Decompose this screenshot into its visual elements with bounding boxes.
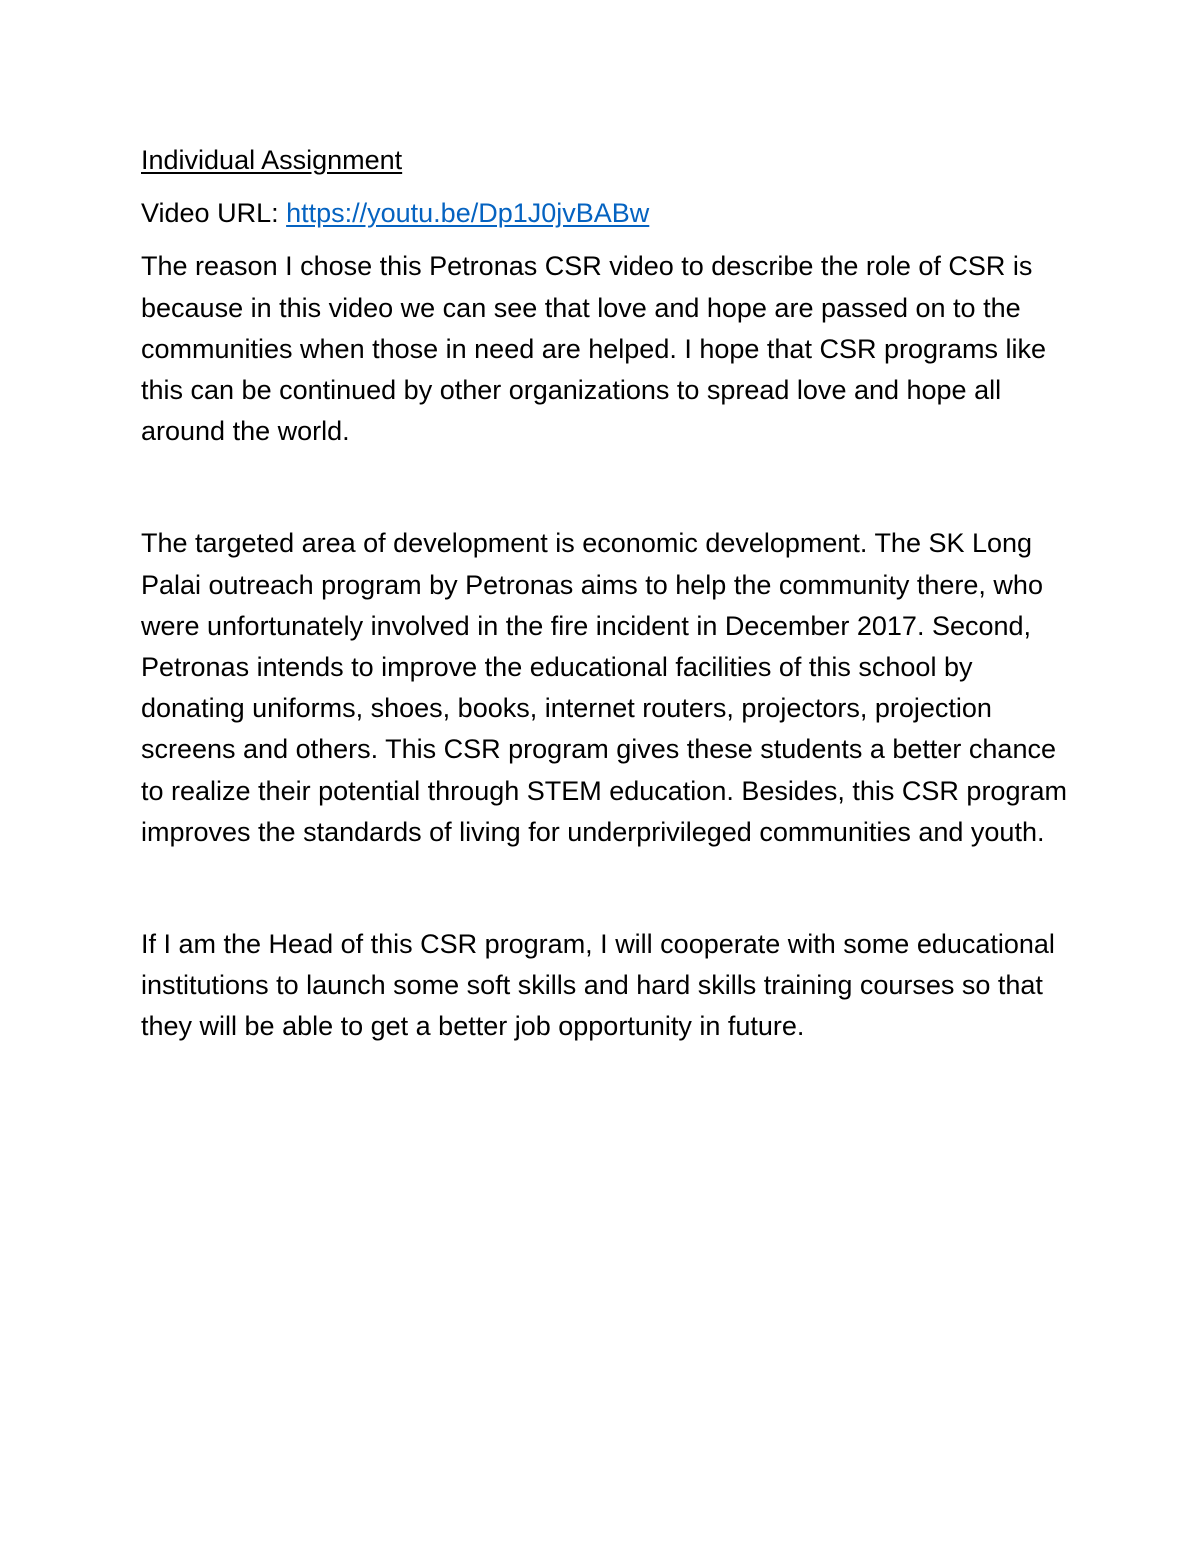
- paragraph-reason: The reason I chose this Petronas CSR video to describe the role of CSR is because in this video we can see that love and hope are passed on to the communities when those in need are helped. I hope that CSR programs like this can be continued by other organizations to spread love and hope all around the world.: [141, 251, 1047, 447]
- paragraph-spacer: [141, 452, 1071, 523]
- paragraph-head-plan: If I am the Head of this CSR program, I will cooperate with some educational institutions to launch some soft skills and hard skills training courses so that they will be able to get a better job opportunity in future.: [141, 929, 1055, 1042]
- video-url-link[interactable]: https://youtu.be/Dp1J0jvBABw: [286, 198, 650, 229]
- paragraph-development: The targeted area of development is economic development. The SK Long Palai outreach program by Petronas aims to help the community there, who were unfortunately involved in the fire incident in December 2017. Second, Petronas intends to improve the educational facilities of this school by donating uniforms, shoes, books, internet routers, projectors, projection screens and others. This CSR program gives these students a better chance to realize their potential through STEM education. Besides, this CSR program improves the standards of living for underprivileged communities and youth.: [141, 528, 1067, 847]
- document-title: Individual Assignment: [141, 145, 403, 175]
- video-url-line: [141, 193, 1071, 234]
- document-page: [141, 140, 1071, 1048]
- video-url-label: Video URL:: [141, 198, 287, 229]
- paragraph-spacer: [141, 853, 1071, 924]
